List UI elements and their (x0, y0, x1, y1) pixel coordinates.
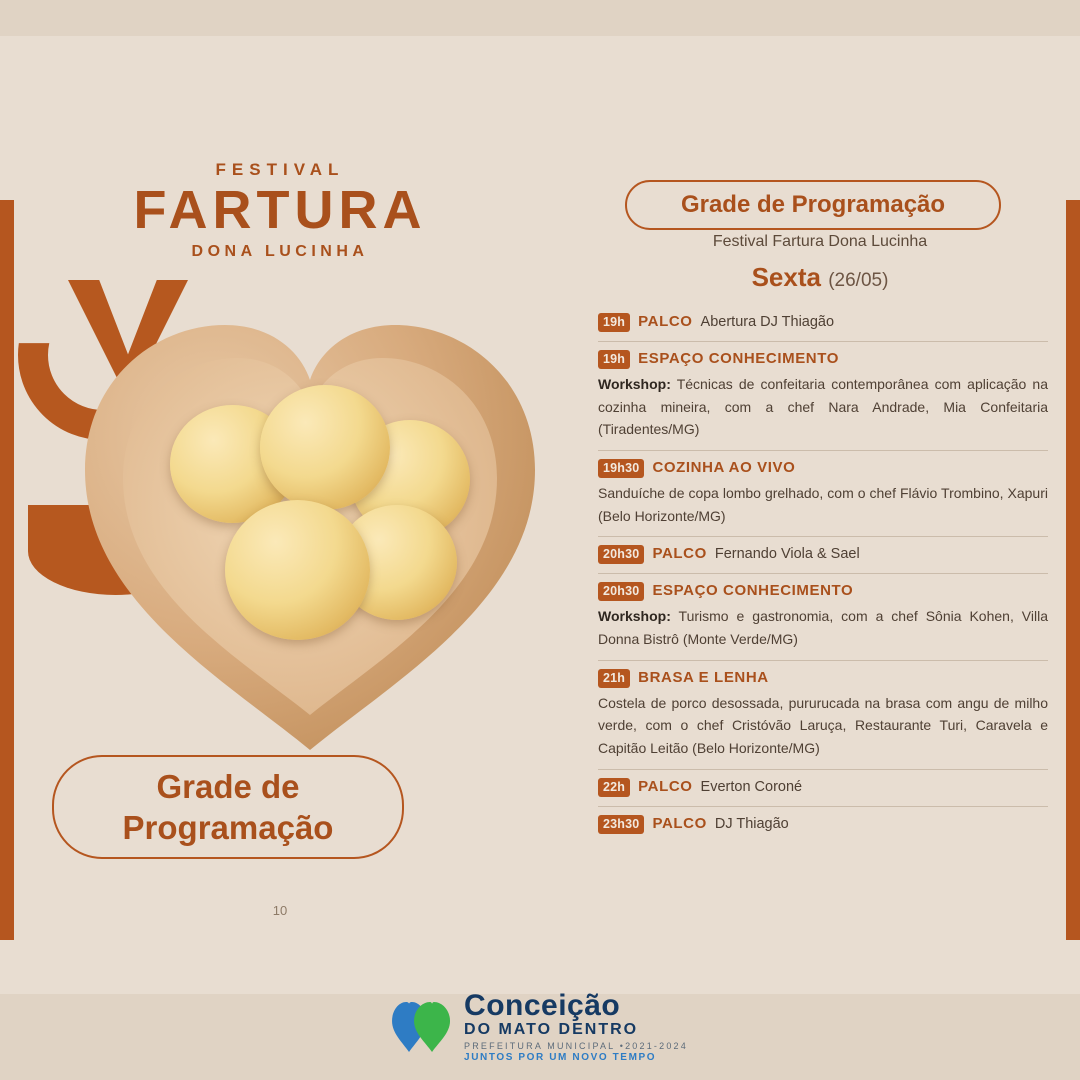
left-title-line1: Grade de (156, 767, 300, 805)
city-hall-slogan: JUNTOS POR UM NOVO TEMPO (464, 1052, 657, 1064)
schedule-item-lead: Workshop: (598, 376, 671, 392)
schedule-item (598, 770, 1048, 807)
cheese-bread (260, 385, 390, 510)
schedule-item-time: 23h30 (598, 815, 644, 834)
schedule-item (598, 305, 1048, 342)
schedule-item-time: 19h (598, 313, 630, 332)
schedule-item-head (598, 459, 1048, 478)
schedule-item-head (598, 582, 1048, 601)
schedule-day (570, 262, 1070, 293)
schedule-item-body (598, 605, 1048, 650)
schedule-item-time: 20h30 (598, 582, 644, 601)
city-hall-logo-text (464, 990, 688, 1063)
schedule-item-head (598, 545, 1048, 564)
schedule-item-head (598, 815, 1048, 834)
schedule-item-head (598, 669, 1048, 688)
schedule-item-body (598, 482, 1048, 527)
schedule-item-time: 19h30 (598, 459, 644, 478)
schedule-item-time: 19h (598, 350, 630, 369)
schedule-item-time: 22h (598, 778, 630, 797)
schedule-day-name: Sexta (751, 262, 821, 292)
schedule-item (598, 451, 1048, 537)
schedule-day-date: (26/05) (828, 270, 889, 291)
schedule-list (598, 305, 1048, 843)
city-hall-term: PREFEITURA MUNICIPAL •2021-2024 (464, 1040, 688, 1051)
city-name: Conceição (464, 989, 621, 1023)
schedule-item-lead: Workshop: (598, 608, 671, 625)
logo-festival-word: FESTIVAL (215, 160, 345, 179)
schedule-item-venue: PALCO (652, 545, 707, 563)
right-column (570, 0, 1070, 1080)
schedule-item (598, 537, 1048, 574)
schedule-item-venue: ESPAÇO CONHECIMENTO (638, 350, 840, 367)
schedule-item (598, 807, 1048, 843)
schedule-item-text: Costela de porco desossada, pururucada na brasa com angu de milho verde, com o chef Cristóvão Laruça, Restaurante Turi, Caravela e Capitão Leitão (Belo Horizonte/MG) (598, 694, 1048, 757)
page-number: 10 (272, 903, 288, 918)
schedule-item-venue: ESPAÇO CONHECIMENTO (652, 582, 854, 600)
schedule-item-time: 21h (598, 669, 630, 688)
schedule-item-text: Turismo e gastronomia, com a chef Sônia Kohen, Villa Donna Bistrô (Monte Verde/MG) (598, 608, 1048, 648)
city-hall-logo (0, 982, 1080, 1072)
heart-bowl-photo (75, 300, 545, 755)
schedule-item (598, 342, 1048, 451)
schedule-item-venue: PALCO (638, 313, 693, 330)
schedule-item-head (598, 350, 1048, 369)
schedule-item-head (598, 313, 1048, 332)
schedule-item-inline-description: Abertura DJ Thiagão (700, 314, 835, 330)
city-region: DO MATO DENTRO (464, 1020, 639, 1038)
schedule-item (598, 574, 1048, 660)
schedule-item-text: Sanduíche de copa lombo grelhado, com o chef Flávio Trombino, Xapuri (Belo Horizonte/MG) (598, 485, 1048, 524)
heart-green-icon (414, 1002, 450, 1052)
schedule-item-inline-description: Fernando Viola & Sael (714, 546, 860, 563)
schedule-item-venue: COZINHA AO VIVO (652, 459, 796, 477)
schedule-item-inline-description: DJ Thiagão (714, 815, 789, 832)
schedule-item-text: Técnicas de confeitaria contemporânea com aplicação na cozinha mineira, com a chef Nara Andrade, Mia Confeitaria (Tiradentes/MG) (598, 376, 1048, 438)
left-title-line2: Programação (122, 809, 334, 846)
left-title-pill (52, 755, 404, 859)
cheese-bread (225, 500, 370, 640)
schedule-item (598, 661, 1048, 770)
schedule-item-inline-description: Everton Coroné (700, 778, 803, 795)
schedule-title-pill: Grade de Programação (625, 180, 1001, 230)
schedule-item-venue: PALCO (638, 777, 693, 795)
twin-hearts-icon (392, 998, 450, 1056)
schedule-item-venue: BRASA E LENHA (638, 668, 769, 686)
schedule-subtitle: Festival Fartura Dona Lucinha (712, 233, 928, 250)
schedule-item-body (598, 692, 1048, 760)
logo-dona-lucinha-word: DONA LUCINHA (191, 242, 369, 260)
schedule-item-head (598, 778, 1048, 797)
schedule-item-body (598, 373, 1048, 441)
logo-fartura-word: FARTURA (133, 180, 427, 240)
schedule-item-time: 20h30 (598, 545, 644, 564)
schedule-item-venue: PALCO (652, 814, 707, 832)
festival-logo (0, 160, 560, 261)
